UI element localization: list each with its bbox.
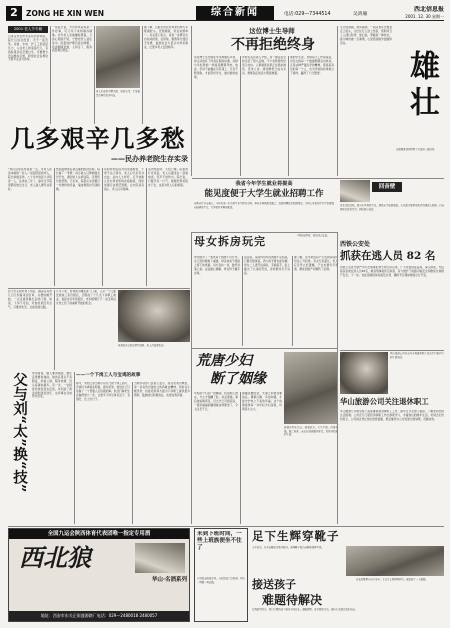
boots-text: 入冬以来，各式长靴成为街头时尚，商场靴子柜台前顾客络绎不绝。 <box>252 546 324 549</box>
ad-strip-text: 一场家庭纠纷，母女闹上法庭。 <box>296 234 330 237</box>
travel-photo <box>340 352 388 394</box>
liquor-product-tag: 华山·名酒系列 <box>151 577 187 583</box>
right-small-headline: 西铁公安处 <box>340 241 371 248</box>
phone-number: 电话:029—7344514 <box>284 12 331 17</box>
sub-headline: ——民办养老院生存实录 <box>111 155 188 163</box>
left-lower-text-3: 当地劳动部门负责人表示，将以老刘为典型，进一步宣传自强自立的再就业精神，同时在小额贷款、技能培训等方面为下岗职工提供更多帮助，鼓励他们积极创业，实现自我价值。 <box>134 382 190 397</box>
office-story-box <box>194 528 248 622</box>
school-text: 每到放学时分，校门口便挤满了接孩子的家长，道路拥堵，安全隐患突出，亟待有关部门拿出办法。 <box>252 608 358 611</box>
center-text-1: 母女俩为了一套老房子闹得不可开交。女儿坚持要拆了重建，母亲却舍不得祖上留下的老屋。双方各执一词，最终对簿公堂。法官耐心调解，母女终于握手言和。 <box>194 256 240 275</box>
liquor-product-name: 西北狼 <box>19 543 91 572</box>
travel-text: 华山旅游公司领导班子高度重视离退休职工工作，逢年过节必登门看望，了解老同志的生活困难。公司还专门组织退休职工外出参观学习，丰富他们的晚年生活。老同志们纷纷表示，公司的关怀让他们倍感温暖，愿意继续为公司发展出谋划策，贡献余热。 <box>340 410 444 421</box>
main-headline: 几多艰辛几多愁 <box>10 124 186 153</box>
school-headline-2: 难题待解决 <box>262 593 323 607</box>
feature-headline-2: 断了姻缘 <box>210 371 266 387</box>
elderly-photo <box>96 26 140 88</box>
boots-headline: 足下生辉穿靴子 <box>252 529 340 543</box>
liquor-ad <box>8 528 190 622</box>
top-story-text-3: 他的学生说，导师每天工作到深夜，对论文的每一个数据都要亲自核对。正是这种严谨治学的精神，感染着身边的每一个人，也为学校的改革树立了榜样，赢得了广泛赞誉。 <box>290 56 334 75</box>
small-box-title: 回音壁 <box>372 182 402 192</box>
paper-name: 西北信息报 <box>413 6 444 13</box>
top-story-kicker: 这位博士生导师 <box>249 27 295 35</box>
section-title: 综合新闻 <box>196 6 274 20</box>
feature-text-2: 婚姻需要经营，夫妻之间更需要信任。遇事冷静、多加沟通，才能守护来之不易的幸福。这个故事值得每一对年轻夫妇深思，切莫因小失大。 <box>242 392 282 411</box>
vertical-title-note: 志愿服务活动得到了市民的一致好评。 <box>396 148 437 151</box>
feature-photo-woman-caption: 她独自坐在门前，望着远方，久久不语。往事如烟，悔之晚矣。亲友们劝她振作起来，重新开始新的生活。 <box>284 426 338 436</box>
issue-date: 2001. 12. 30 星期一 <box>405 14 444 19</box>
recruit-text: 省教育厅日前表示，今年将进一步完善毕业生就业市场，举办多场供需见面会，提高招聘信息的透明度，为用人单位和毕业生搭建双向选择的平台，力争就业率再创新高。 <box>194 202 334 209</box>
masthead <box>6 6 444 21</box>
liquor-bottle-image <box>135 543 185 573</box>
body-text-under-headline-2: 然而温情背后是沉重的经济负担。院长算了一笔账：每月收入只够勉强支付开支，遇到老人生病住院，还得垫付医药费。几年来，院里从未添置过一件像样的设备，墙皮剥落也无钱粉刷。 <box>56 168 100 191</box>
school-headline-1: 接送孩子 <box>252 578 296 591</box>
feature-text-1: 年轻的少妇因一时糊涂，轻信他人谗言，与丈夫闹翻了脸，执意离婚。事后她追悔莫及，可丈夫已另组家庭，一段好端端的姻缘就这样断送了，令人叹息不已。 <box>194 392 238 411</box>
recruit-headline: 能见度便于大学生就业招聘工作 <box>204 189 324 199</box>
travel-aside-text: 华山旅游公司日前为全体退休职工送去节日慰问金和生活用品。 <box>390 352 444 359</box>
body-text-under-headline-1: “我们这里条件是差一点，可老人住进来就像一家人。”说起院里的老人，院长如数家珍。八十多岁的张大爷孤身一人，住进来三年了，逢年过节院里都给他过生日，老人逢人便夸这里好。 <box>8 168 52 191</box>
left-lower-subline: ——一个下岗工人与宝鸡的故事 <box>76 373 141 378</box>
right-big-headline: 抓获在逃人员 82 名 <box>340 250 436 262</box>
left-mid-text-2: 几年下来，老刘的小摊变成了门面，又从一个门面发展成三家连锁店，还吸收了十几名下岗职工就业。说起这些年的经历，老刘感慨万千：是宝鸡这片热土给了他重新开始的机会。 <box>56 290 116 305</box>
left-vertical-headline: 父与刘“太”换“技” <box>11 372 28 493</box>
police-story-text: 西铁公安处开展严厉打击刑事犯罪专项行动以来，广大民警昼夜奋战，深入排查，先后抓获各类在逃人员82名，破获刑事案件百余起，有力维护了铁路运输安全和旅客生命财产安全。下一步，该处将继续保持高压态势，确保节日期间旅客出行平安。 <box>340 266 444 277</box>
body-text-col1: 记者走访全市多家民办养老院，院长们谈及经营，无不一脸苦笑。房租、水电、护工工资层层压力，入住老人却寥寥无几，有的院里床位空置过半，还要想方设法维持运转，盼望社会各界给予更多关注与扶持。 <box>8 35 48 62</box>
body-text-col2: 一位院长说，开办养老院本是一件好事，可几年下来却越办越难。许多老人家属嫌收费高，又担心照顾不周，宁愿把老人留在家中。院里的护理员流动频繁，培训刚刚见效，人却走了，服务质量难以稳定。 <box>52 26 92 53</box>
section-pinyin: ZONG HE XIN WEN <box>26 9 105 18</box>
ad-headline: 母女拆房玩完 <box>194 235 266 248</box>
travel-headline: 华山旅游公司关注退休职工 <box>340 397 429 406</box>
body-text-col4: 据了解，目前全市民办养老机构大多规模较小，设施简陋，资金来源单一。有关部门表示，将进一步研究出台扶持政策，在用地、税费等方面给予优惠，鼓励社会力量兴办养老事业，让更多老人安度晚年。 <box>144 26 188 49</box>
page-number: 2 <box>6 6 22 20</box>
left-lower-text-1: 老刘常说，做人要讲诚信，做生意更要讲诚信。他的店里从不卖假货，价格公道，服务热情，回头客越来越多。有一次，一位顾客把钱包落在店里，老刘追了两条街把钱包送还，这件事在当地传为佳话。 <box>32 372 72 399</box>
feature-photo-left-caption: 老刘在自己的店里忙碌着，脸上洋溢着笑容。 <box>118 344 166 347</box>
feature-headline-1: 荒唐少妇 <box>196 353 252 369</box>
top-story-text-1: 这位博士生导师在学术界颇有声望，却主动放弃了终身任职的待遇，选择与年轻教师一样接受聘期考核。他说，学问不能躺在功劳簿上，只有不断进取，才能带好学生，做出新的成果。 <box>194 56 238 79</box>
small-photo-right <box>340 180 370 202</box>
center-text-2: 法官说，家庭纠纷多因沟通不足而起，只要互相体谅，再大的矛盾也能化解。母女二人离开法庭时，手挽着手，脸上露出了久违的笑容，旁听群众无不动容。 <box>244 256 290 275</box>
boots-photo <box>346 546 444 576</box>
small-box-text: 读者来信反映，部分小区供暖不足，居民家中室温偏低。有关部门接到反映后迅速派人检修，目前供暖已恢复正常，居民表示满意。 <box>340 204 444 211</box>
vertical-title: 雄壮 <box>404 50 439 122</box>
left-mid-text-1: 四十出头的老刘下岗后，揣着仅有的几百元积蓄来到宝鸡，从摆地摊开始，一点点摸索做生意的门道。他说，下岗不可怕，可怕的是没有志气，只要肯吃苦，总能找到出路。 <box>8 290 52 309</box>
kicker-label: 2001·老人节专稿 <box>8 26 48 33</box>
right-text-1: 冬日的清晨，寒风凛冽。一队队青年志愿者走上街头，为过往行人送上热茶，帮助环卫工人清扫积雪。他们说，奉献是一种快乐，能为城市做一点事情，心里感到格外温暖和充实。 <box>340 26 392 45</box>
recruit-kicker: 我省今年学生就业将提高 <box>235 181 293 187</box>
left-lower-text-2: 如今，老刘已是当地小有名气的个体工商户，还被评为再就业明星。面对荣誉，他说自己只是做了一个普通人应该做的事。他还打算把生意做得更大一些，让更多下岗兄弟有活干、有饭吃，过上好日子。 <box>76 382 130 401</box>
center-text-3: 据了解，近年来因房产引发的家庭纠纷呈上升趋势。有关专家建议，老人应及早立好遗嘱，子女也要多尽孝道，避免因财产问题伤了亲情。 <box>294 256 338 271</box>
editor-name: 吴鸿雁 <box>353 12 368 17</box>
feature-photo-left <box>118 290 190 342</box>
school-side-text: 家长们既担心孩子安全，又苦于上班时间冲突，接送成了一大难题。 <box>356 578 428 581</box>
feature-photo-woman <box>284 352 338 424</box>
liquor-ad-address: 地址：西安市东关正街盛源路厂电话：029—2480018 2480057 <box>9 611 189 621</box>
photo-caption: 老人们在院中晒太阳，闲话家常，生活虽清苦却也安详自在。 <box>96 90 140 97</box>
liquor-ad-banner: 全国九运会陕西体育代表团唯一指定专用酒 <box>9 529 189 539</box>
top-story-headline: 不再拒绝终身 <box>231 37 315 53</box>
body-text-under-headline-4: 采访结束时，天色已晚，院里的灯光亮起，老人们围坐在一起看电视，笑声不时传出。院长说，只要还有一口气，就要把养老院办下去，这是对老人们的承诺。 <box>148 168 188 187</box>
body-text-under-headline-3: 有的养老院因为资金链断裂，不得不关门停办，老人们只好另寻去处。业内人士呼吁，应尽快建立民办养老机构补贴制度，同时加强行业规范管理，让办院者有信心、老人们有保障。 <box>104 168 144 191</box>
top-story-text-2: 学校有关负责人介绍，这一做法在全校引起了很大反响，不少老教授纷纷表示支持。人事制度改革正在稳步推进，竞争上岗、择优聘用已成为共识，教师队伍的活力明显增强。 <box>242 56 286 75</box>
office-story-text: 有的提前收拾东西，有的站在门口张望，时针一到便一哄而散。 <box>197 577 245 584</box>
office-story-headline: 未到下班时间，一些上班族便坐不住了 <box>197 531 242 552</box>
